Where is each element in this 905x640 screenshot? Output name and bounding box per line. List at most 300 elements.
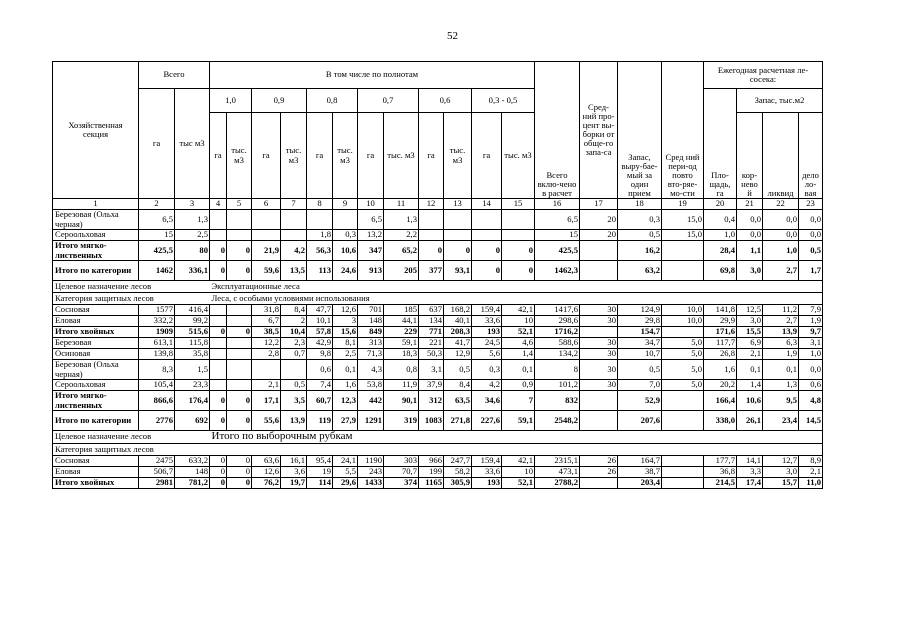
- header-total-included: Всего вклю-чено в расчет: [535, 62, 580, 199]
- cell-value: 5,6: [472, 349, 502, 360]
- cell-value: 17,1: [252, 391, 281, 411]
- header-avg-period: Сред ний пери-од повто вто-ряе-мо-сти: [662, 62, 704, 199]
- section-value: Леса, с особыми условиями использования: [210, 293, 823, 305]
- cell-value: [227, 305, 252, 316]
- header-total: Всего: [139, 62, 210, 89]
- cell-value: 0,5: [281, 380, 307, 391]
- row-label: Сероольховая: [53, 380, 139, 391]
- column-number: 1: [53, 199, 139, 210]
- header-density-035: 0,3 - 0,5: [472, 89, 535, 113]
- cell-value: 6,5: [535, 210, 580, 230]
- cell-value: [227, 210, 252, 230]
- cell-value: [472, 230, 502, 241]
- cell-value: 134: [419, 316, 444, 327]
- cell-value: 42,1: [502, 305, 535, 316]
- cell-value: 28,4: [704, 241, 737, 261]
- cell-value: 20,2: [704, 380, 737, 391]
- cell-value: 13,2: [358, 230, 384, 241]
- cell-value: 588,6: [535, 338, 580, 349]
- cell-value: 0,0: [763, 230, 799, 241]
- cell-value: 1,9: [799, 316, 823, 327]
- cell-value: 0: [210, 466, 227, 477]
- cell-value: 0,1: [502, 360, 535, 380]
- cell-value: 13,9: [281, 411, 307, 431]
- cell-value: 0: [210, 411, 227, 431]
- cell-value: 113: [307, 261, 333, 281]
- column-number: 22: [763, 199, 799, 210]
- cell-value: 40,1: [444, 316, 472, 327]
- cell-value: 0: [444, 241, 472, 261]
- column-number: 15: [502, 199, 535, 210]
- cell-value: 3,5: [281, 391, 307, 411]
- cell-value: 247,7: [444, 455, 472, 466]
- cell-value: 30: [580, 380, 618, 391]
- cell-value: 65,2: [384, 241, 419, 261]
- cell-value: 1,3: [175, 210, 210, 230]
- cell-value: 1,5: [175, 360, 210, 380]
- cell-value: 637: [419, 305, 444, 316]
- header-annual-cut: Ежегодная расчетная ле-сосека:: [704, 62, 823, 89]
- cell-value: [580, 411, 618, 431]
- cell-value: 229: [384, 327, 419, 338]
- cell-value: 0,0: [763, 210, 799, 230]
- cell-value: 9,5: [763, 391, 799, 411]
- cell-value: [210, 230, 227, 241]
- column-number: 6: [252, 199, 281, 210]
- cell-value: 14,5: [799, 411, 823, 431]
- column-number: 13: [444, 199, 472, 210]
- cell-value: 8,4: [444, 380, 472, 391]
- cell-value: 3,1: [799, 338, 823, 349]
- cell-value: 0: [502, 241, 535, 261]
- cell-value: 63,5: [444, 391, 472, 411]
- table-row: [53, 241, 823, 261]
- cell-value: 6,3: [763, 338, 799, 349]
- cell-value: 38,5: [252, 327, 281, 338]
- cell-value: 69,8: [704, 261, 737, 281]
- cell-value: 26,8: [704, 349, 737, 360]
- cell-value: 47,7: [307, 305, 333, 316]
- cell-value: 2: [281, 316, 307, 327]
- table-row: [53, 349, 823, 360]
- cell-value: 221: [419, 338, 444, 349]
- section-row: [53, 431, 823, 444]
- cell-value: 203,4: [618, 477, 662, 488]
- cell-value: 3,0: [737, 316, 763, 327]
- cell-value: 473,1: [535, 466, 580, 477]
- cell-value: 18,3: [384, 349, 419, 360]
- cell-value: 148: [175, 466, 210, 477]
- cell-value: 37,9: [419, 380, 444, 391]
- cell-value: 0,5: [444, 360, 472, 380]
- cell-value: 166,4: [704, 391, 737, 411]
- cell-value: 52,9: [618, 391, 662, 411]
- cell-value: 416,4: [175, 305, 210, 316]
- cell-value: [210, 305, 227, 316]
- cell-value: 1909: [139, 327, 175, 338]
- cell-value: 0: [227, 391, 252, 411]
- cell-value: 0: [210, 455, 227, 466]
- cell-value: 53,8: [358, 380, 384, 391]
- cell-value: 5,0: [662, 349, 704, 360]
- cell-value: 0,0: [799, 360, 823, 380]
- cell-value: 3,3: [737, 466, 763, 477]
- cell-value: 6,9: [737, 338, 763, 349]
- cell-value: 1462: [139, 261, 175, 281]
- row-label: Итого хвойных: [53, 477, 139, 488]
- cell-value: 139,8: [139, 349, 175, 360]
- cell-value: 16,1: [281, 455, 307, 466]
- cell-value: 305,9: [444, 477, 472, 488]
- cell-value: 99,2: [175, 316, 210, 327]
- cell-value: [472, 210, 502, 230]
- cell-value: 425,5: [535, 241, 580, 261]
- column-number: 21: [737, 199, 763, 210]
- cell-value: 26: [580, 466, 618, 477]
- cell-value: 0,3: [333, 230, 358, 241]
- cell-value: [580, 327, 618, 338]
- cell-value: [210, 360, 227, 380]
- cell-value: 506,7: [139, 466, 175, 477]
- cell-value: 227,6: [472, 411, 502, 431]
- column-number: 11: [384, 199, 419, 210]
- cell-value: 0: [502, 261, 535, 281]
- cell-value: 5,0: [662, 360, 704, 380]
- cell-value: 0: [472, 261, 502, 281]
- cell-value: 10,0: [662, 316, 704, 327]
- cell-value: 3,0: [737, 261, 763, 281]
- cell-value: [227, 338, 252, 349]
- cell-value: [580, 241, 618, 261]
- row-label: Еловая: [53, 466, 139, 477]
- cell-value: 313: [358, 338, 384, 349]
- cell-value: 15: [535, 230, 580, 241]
- section-value: Эксплуатационные леса: [210, 281, 823, 293]
- cell-value: 1,3: [384, 210, 419, 230]
- header-thous-m3: тыс. м3: [444, 113, 472, 199]
- cell-value: 119: [307, 411, 333, 431]
- cell-value: 58,2: [444, 466, 472, 477]
- cell-value: 193: [472, 477, 502, 488]
- cell-value: 1,0: [799, 349, 823, 360]
- cell-value: 80: [175, 241, 210, 261]
- cell-value: 701: [358, 305, 384, 316]
- table-row: [53, 261, 823, 281]
- cell-value: 312: [419, 391, 444, 411]
- section-label: Целевое назначение лесов: [53, 431, 210, 444]
- header-stock-thous: Запас, тыс.м2: [737, 89, 823, 113]
- cell-value: 2,2: [384, 230, 419, 241]
- cell-value: 0: [227, 477, 252, 488]
- cell-value: [227, 380, 252, 391]
- cell-value: 2,3: [281, 338, 307, 349]
- cell-value: 0,3: [472, 360, 502, 380]
- cell-value: 63,2: [618, 261, 662, 281]
- cell-value: 303: [384, 455, 419, 466]
- cell-value: 0: [227, 411, 252, 431]
- table-row: [53, 477, 823, 488]
- cell-value: 14,1: [737, 455, 763, 466]
- cell-value: 24,5: [472, 338, 502, 349]
- cell-value: 10,4: [281, 327, 307, 338]
- cell-value: 633,2: [175, 455, 210, 466]
- cell-value: [281, 360, 307, 380]
- cell-value: [252, 360, 281, 380]
- cell-value: 2315,1: [535, 455, 580, 466]
- page-number: 52: [447, 30, 458, 42]
- cell-value: 13,9: [763, 327, 799, 338]
- cell-value: 44,1: [384, 316, 419, 327]
- cell-value: 117,7: [704, 338, 737, 349]
- cell-value: 2,5: [175, 230, 210, 241]
- cell-value: [444, 210, 472, 230]
- section-row: [53, 281, 823, 293]
- cell-value: [281, 210, 307, 230]
- cell-value: 6,5: [358, 210, 384, 230]
- cell-value: 30: [580, 316, 618, 327]
- row-label: Березовая (Ольха черная): [53, 210, 139, 230]
- cell-value: 2,1: [252, 380, 281, 391]
- cell-value: 0,0: [737, 210, 763, 230]
- cell-value: 336,1: [175, 261, 210, 281]
- cell-value: [227, 360, 252, 380]
- cell-value: [307, 210, 333, 230]
- cell-value: 4,8: [799, 391, 823, 411]
- header-density-07: 0,7: [358, 89, 419, 113]
- column-number: 3: [175, 199, 210, 210]
- cell-value: 1716,2: [535, 327, 580, 338]
- row-label: Итого мягко-лиственных: [53, 241, 139, 261]
- cell-value: 159,4: [472, 305, 502, 316]
- cell-value: [419, 230, 444, 241]
- cell-value: 7,4: [307, 380, 333, 391]
- cell-value: [252, 210, 281, 230]
- cell-value: 0: [227, 455, 252, 466]
- cell-value: [210, 316, 227, 327]
- cell-value: 1417,6: [535, 305, 580, 316]
- cell-value: 41,7: [444, 338, 472, 349]
- row-label: Березовая: [53, 338, 139, 349]
- cutting-area-table: [52, 61, 823, 489]
- cell-value: 0: [227, 241, 252, 261]
- cell-value: 15,7: [763, 477, 799, 488]
- cell-value: 0: [227, 466, 252, 477]
- row-label: Березовая (Ольха черная): [53, 360, 139, 380]
- cell-value: [444, 230, 472, 241]
- row-label: Сосновая: [53, 305, 139, 316]
- row-label: Итого хвойных: [53, 327, 139, 338]
- cell-value: 154,7: [618, 327, 662, 338]
- cell-value: 124,9: [618, 305, 662, 316]
- cell-value: 0: [210, 327, 227, 338]
- cell-value: 1083: [419, 411, 444, 431]
- cell-value: 613,1: [139, 338, 175, 349]
- cell-value: [210, 349, 227, 360]
- cell-value: 0,9: [502, 380, 535, 391]
- header-ha: га: [252, 113, 281, 199]
- cell-value: 1291: [358, 411, 384, 431]
- cell-value: 30: [580, 338, 618, 349]
- cell-value: 15: [139, 230, 175, 241]
- cell-value: 33,6: [472, 466, 502, 477]
- header-thous-m3: тыс. м3: [384, 113, 419, 199]
- cell-value: [662, 261, 704, 281]
- cell-value: 8: [535, 360, 580, 380]
- cell-value: 377: [419, 261, 444, 281]
- cell-value: 11,2: [763, 305, 799, 316]
- table-row: [53, 338, 823, 349]
- cell-value: 1433: [358, 477, 384, 488]
- section-label: Целевое назначение лесов: [53, 281, 210, 293]
- column-number: 9: [333, 199, 358, 210]
- cell-value: 0,8: [384, 360, 419, 380]
- table-row: [53, 455, 823, 466]
- cell-value: 2,7: [763, 316, 799, 327]
- cell-value: 20: [580, 210, 618, 230]
- cell-value: 101,2: [535, 380, 580, 391]
- header-ha: га: [358, 113, 384, 199]
- row-label: Итого по категории: [53, 261, 139, 281]
- table-row: [53, 327, 823, 338]
- column-number: 10: [358, 199, 384, 210]
- section-value: [210, 443, 823, 455]
- cell-value: 8,1: [333, 338, 358, 349]
- cell-value: 23,4: [763, 411, 799, 431]
- cell-value: 832: [535, 391, 580, 411]
- header-thous-m3: тыс. м3: [281, 113, 307, 199]
- cell-value: 1,6: [333, 380, 358, 391]
- cell-value: [210, 210, 227, 230]
- cell-value: 34,7: [618, 338, 662, 349]
- cell-value: [227, 316, 252, 327]
- cell-value: [210, 380, 227, 391]
- cell-value: 319: [384, 411, 419, 431]
- cell-value: [281, 230, 307, 241]
- cell-value: 338,0: [704, 411, 737, 431]
- header-ha: га: [210, 113, 227, 199]
- column-number: 20: [704, 199, 737, 210]
- cell-value: 442: [358, 391, 384, 411]
- header-density-10: 1,0: [210, 89, 252, 113]
- cell-value: 105,4: [139, 380, 175, 391]
- cell-value: 0,5: [799, 241, 823, 261]
- cell-value: 12,5: [737, 305, 763, 316]
- cell-value: 6,5: [139, 210, 175, 230]
- cell-value: 15,6: [333, 327, 358, 338]
- cell-value: 515,6: [175, 327, 210, 338]
- cell-value: 29,6: [333, 477, 358, 488]
- cell-value: 15,0: [662, 210, 704, 230]
- header-density-06: 0,6: [419, 89, 472, 113]
- cell-value: 15,0: [662, 230, 704, 241]
- cell-value: 21,9: [252, 241, 281, 261]
- cell-value: 12,2: [252, 338, 281, 349]
- cell-value: 4,2: [472, 380, 502, 391]
- cell-value: 57,8: [307, 327, 333, 338]
- cell-value: 10,7: [618, 349, 662, 360]
- column-number: 12: [419, 199, 444, 210]
- column-number: 14: [472, 199, 502, 210]
- cell-value: 1,0: [763, 241, 799, 261]
- cell-value: 0,6: [307, 360, 333, 380]
- cell-value: 19,7: [281, 477, 307, 488]
- cell-value: 692: [175, 411, 210, 431]
- cell-value: 10,6: [333, 241, 358, 261]
- cell-value: 10,1: [307, 316, 333, 327]
- cell-value: 0,1: [763, 360, 799, 380]
- cell-value: 193: [472, 327, 502, 338]
- cell-value: 20: [580, 230, 618, 241]
- cell-value: 866,6: [139, 391, 175, 411]
- cell-value: 30: [580, 305, 618, 316]
- cell-value: [227, 349, 252, 360]
- cell-value: 0,0: [737, 230, 763, 241]
- cell-value: 115,8: [175, 338, 210, 349]
- cell-value: 0,0: [799, 230, 823, 241]
- cell-value: 12,6: [333, 305, 358, 316]
- cell-value: 10,6: [737, 391, 763, 411]
- cell-value: 12,9: [444, 349, 472, 360]
- cell-value: 63,6: [252, 455, 281, 466]
- cell-value: 0: [419, 241, 444, 261]
- cell-value: 1462,3: [535, 261, 580, 281]
- cell-value: [580, 261, 618, 281]
- cell-value: 4,6: [502, 338, 535, 349]
- cell-value: 159,4: [472, 455, 502, 466]
- cell-value: 0,3: [618, 210, 662, 230]
- cell-value: 23,3: [175, 380, 210, 391]
- cell-value: [502, 230, 535, 241]
- cell-value: 168,2: [444, 305, 472, 316]
- column-number: 18: [618, 199, 662, 210]
- cell-value: [419, 210, 444, 230]
- cell-value: 52,1: [502, 477, 535, 488]
- header-root: кор-нево й: [737, 113, 763, 199]
- cell-value: 16,2: [618, 241, 662, 261]
- cell-value: 24,6: [333, 261, 358, 281]
- section-label: Категория защитных лесов: [53, 443, 210, 455]
- column-number: 4: [210, 199, 227, 210]
- header-thous-m3: тыс. м3: [502, 113, 535, 199]
- cell-value: [580, 391, 618, 411]
- cell-value: 4,3: [358, 360, 384, 380]
- header-avg-percent: Сред-ний про-цент вы-борки от обще-го запа-са: [580, 62, 618, 199]
- cell-value: 2,7: [763, 261, 799, 281]
- cell-value: [662, 466, 704, 477]
- cell-value: 11,0: [799, 477, 823, 488]
- column-number: 16: [535, 199, 580, 210]
- cell-value: 3: [333, 316, 358, 327]
- cell-value: [252, 230, 281, 241]
- cell-value: 60,7: [307, 391, 333, 411]
- cell-value: 12,7: [763, 455, 799, 466]
- cell-value: 781,2: [175, 477, 210, 488]
- cell-value: 29,8: [618, 316, 662, 327]
- cell-value: 71,3: [358, 349, 384, 360]
- header-liquid: ликвид: [763, 113, 799, 199]
- table-row: [53, 360, 823, 380]
- header-thous-m3: тыс м3: [175, 89, 210, 199]
- cell-value: 1,3: [763, 380, 799, 391]
- cell-value: 199: [419, 466, 444, 477]
- cell-value: 9,7: [799, 327, 823, 338]
- cell-value: 12,3: [333, 391, 358, 411]
- cell-value: 2776: [139, 411, 175, 431]
- cell-value: 177,7: [704, 455, 737, 466]
- cell-value: 8,3: [139, 360, 175, 380]
- cell-value: 243: [358, 466, 384, 477]
- cell-value: 3,1: [419, 360, 444, 380]
